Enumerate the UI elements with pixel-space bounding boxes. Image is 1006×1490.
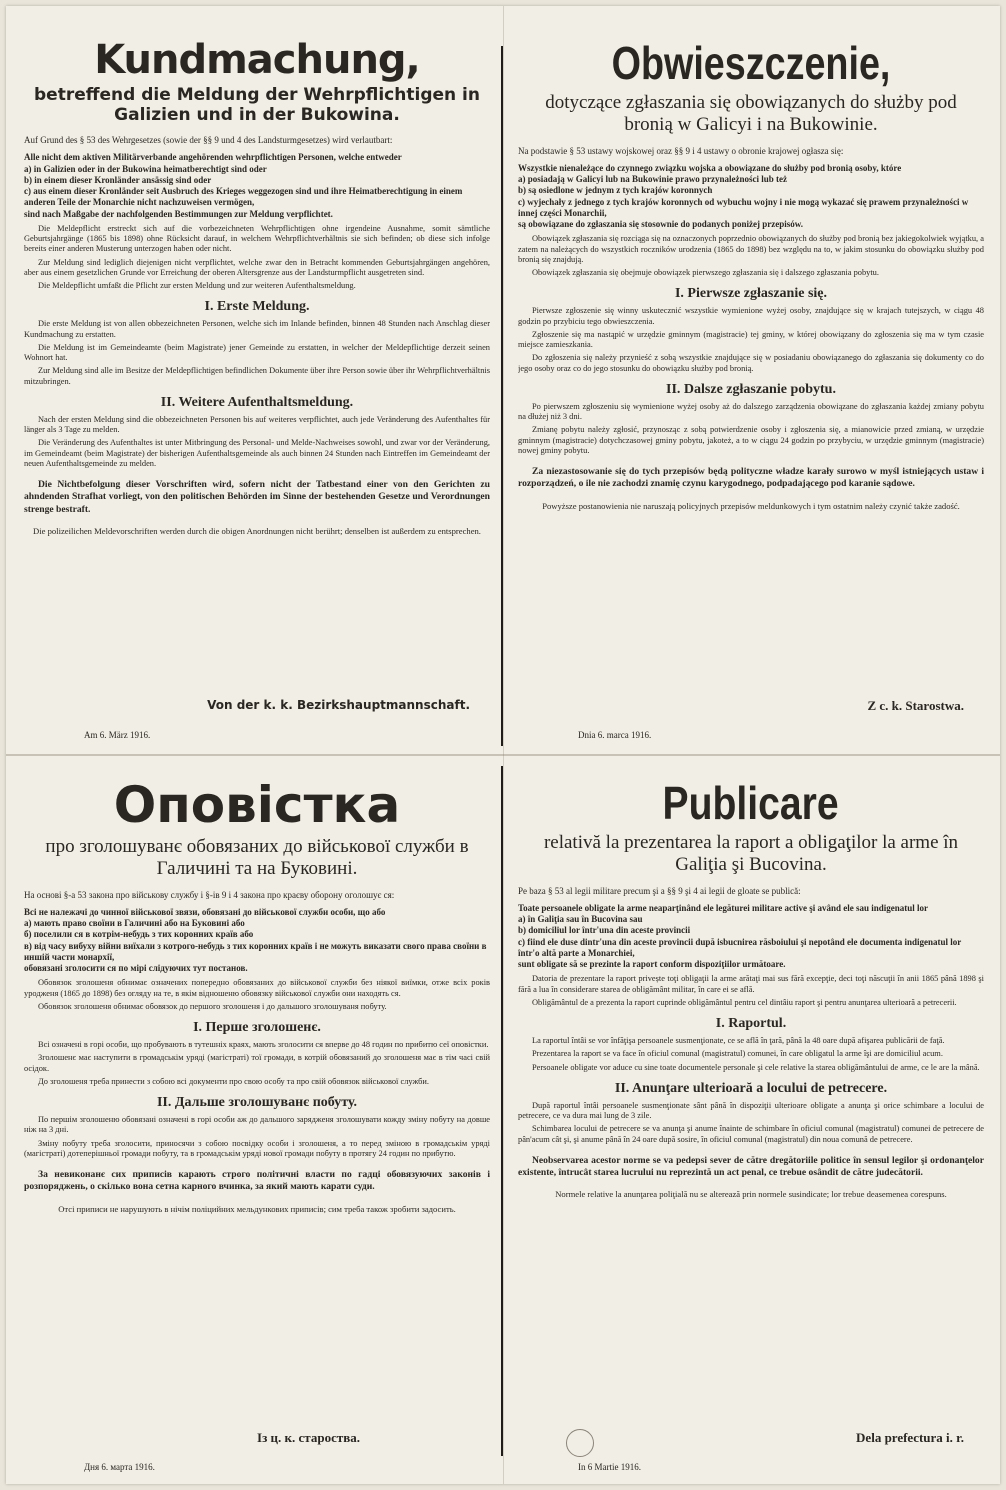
section-heading: II. Weitere Aufenthaltsmeldung.: [160, 394, 354, 410]
section-heading: II. Дальше зголошуванє побуту.: [156, 1095, 358, 1111]
closing-note: Die polizeilichen Meldevorschriften werden durch die obigen Anordnungen nicht berührt; denselben ist außerdem zu entsprechen.: [33, 525, 481, 536]
paragraph: După raportul întâi persoanele susmenţionate sânt până în dispoziţii ulterioare obligate a anunţa şi orice schimbare a locului de petrecere, ce va dura mai lung de 3 zile.: [518, 1100, 984, 1121]
list-item: a) posiadają w Galicyi lub na Bukowinie prawo przynależności lub też: [518, 174, 788, 185]
notice-intro: На основі §-а 53 закона про військову службу і §-ів 9 і 4 закона про краєву оборону оголошує ся:: [24, 889, 395, 900]
penalty-warning: Die Nichtbefolgung dieser Vorschriften wird, sofern nicht der Tatbestand einer von den Gerichten zu ahndenden Strafhat vorliegt, von den politischen Behörden im Sinne der bestehenden Gesetze und Verordnungen strenge bestraft.: [24, 479, 490, 515]
closing-note: Powyższe postanowienia nie naruszają policyjnych przepisów meldunkowych i tym ostatnim należy czynić także zadość.: [542, 500, 960, 511]
stamp-seal: [566, 1429, 594, 1457]
list-item: а) мають право своїни в Галичині або на Буковині або: [24, 918, 245, 929]
notice-date: Дня 6. марта 1916.: [84, 1462, 155, 1472]
notice-subtitle: betreffend die Meldung der Wehrpflichtigen in Galizien und in der Bukowina.: [34, 85, 480, 125]
paragraph: Зміну побуту треба зголосити, приносячи з собою посвідку особи і зголошеня, а то перед зміною в громадськім уряді (магістраті) дотеперішньої громади побуту, та в громадськім уряді нової громади побуту в протягу 24 годин по прибутю.: [24, 1138, 490, 1158]
paragraph: Schimbarea locului de petrecere se va anunţa şi anume înainte de schimbare în oficiul comunal (magistratul) comunei de petrecere de pân'acum cât şi, şi anume până în 24 oare după sosire, în oficiul comunal (magistratul) din noua comună de petrecere.: [518, 1124, 984, 1144]
paragraph: Zgłoszenie się ma nastąpić w urzędzie gminnym (magistracie) tej gminy, w której obowiązany do zgłoszenia się ma w tym czasie miejsce zamieszkania.: [518, 329, 984, 350]
list-item: a) in Galizien oder in der Bukowina heimatberechtigt sind oder: [24, 163, 267, 174]
list-item: są obowiązane do zgłaszania się stosownie do podanych poniżej przepisów.: [518, 219, 804, 230]
paragraph: Die Veränderung des Aufenthaltes ist unter Mitbringung des Personal- und Melde-Nachweises sowohl, und zwar vor der Veränderung, im Gemeindeamt (beim Magistrate) der bisherigen Aufenthaltsgemeinde als auch binnen 24 Stunden nach Eintreffen im Gemeindeamt der neuen Aufenthaltsgemeinde zu melden.: [24, 438, 490, 468]
paragraph: Обовязок зголошеня обнимає обовязок до першого зголошеня і до дальшого зголошуваня побуту.: [38, 1001, 387, 1011]
paragraph: Prezentarea la raport se va face în oficiul comunal (magistratul) comunei, în care obligatul la arme îşi are domiciliul acum.: [532, 1049, 943, 1059]
romanian-notice: [518, 764, 984, 1476]
list-item: c) wyjechały z jednego z tych krajów koronnych od wybuchu wojny i nie mogą wykazać się prawem przynależności w innej części Monarchii,: [518, 196, 969, 218]
paragraph: Nach der ersten Meldung sind die obbezeichneten Personen bis auf weiteres verpflichtet, auch jede Veränderung des Aufenthaltes für länger als 3 Tage zu melden.: [24, 414, 490, 435]
german-notice: [24, 24, 490, 744]
notice-subtitle: про зголошуванє обовязаних до військової служби в Галичині та на Буковині.: [45, 836, 469, 879]
signature: Dela prefectura i. r.: [856, 1430, 964, 1445]
polish-notice: [518, 24, 984, 744]
notice-date: Dnia 6. marca 1916.: [578, 730, 652, 740]
signature: Із ц. к. староства.: [257, 1430, 360, 1445]
list-item: c) fiind ele duse dintr'una din aceste provincii după isbucnirea răsboiului şi nepotând ele documenta indigenatul lor într'o altă parte a Monarchiei,: [518, 936, 962, 958]
obligation-list: [518, 163, 984, 231]
poster-sheet: [6, 6, 1000, 1484]
list-item: Wszystkie nienależące do czynnego związku wojska a obowiązane do służby pod bronią osoby, które: [518, 162, 902, 173]
paragraph: Зголошенє має наступити в громадськім уряді (магістраті) тої громади, в котрій обовязаний до зголошеня має в тім часі свій осідок.: [24, 1053, 490, 1073]
paragraph: La raportul întâi se vor înfăţişa persoanele susmenţionate, ce se află în ţară, până la 48 oare după afişarea publicării de faţă.: [532, 1036, 945, 1046]
list-item: c) aus einem dieser Kronländer seit Ausbruch des Krieges weggezogen sind und ihre Heimatberechtigung in einem anderen Teile der Monarchie nicht nachzuweisen vermögen,: [24, 186, 463, 208]
notice-intro: Auf Grund des § 53 des Wehrgesetzes (sowie der §§ 9 und 4 des Landsturmgesetzes) wird verlautbart:: [24, 135, 393, 146]
list-item: Всі не належачі до чинної військової звязи, обовязані до військової служби особи, що або: [24, 906, 386, 917]
notice-title: Publicare: [662, 777, 840, 829]
notice-intro: Pe baza § 53 al legii militare precum şi a §§ 9 şi 4 ai legii de gloate se publică:: [518, 885, 801, 896]
penalty-warning: Neobservarea acestor norme se va pedepsi sever de către dregătoriile politice în sensul legilor şi ordonanţelor existente, întrucât starea lucrului nu reprezintă un act penal, ce trebue osândit de către judecătorii.: [518, 1154, 984, 1179]
signature: Von der k. k. Bezirkshauptmannschaft.: [207, 698, 470, 712]
paragraph: Pierwsze zgłoszenie się winny uskutecznić wszystkie wymienione wyżej osoby, znajdujące się w krajach tutejszych, w ciągu 48 godzin po przybiciu tego obwieszczenia.: [518, 306, 984, 326]
paragraph: Obowiązek zgłaszania się obejmuje obowiązek pierwszego zgłaszania się i dalszego zgłaszania pobytu.: [532, 268, 879, 278]
paragraph: Die Meldepflicht erstreckt sich auf die vorbezeichneten Wehrpflichtigen ohne irgendeine Ausnahme, somit sämtliche Geburtsjahrgänge (1865 bis 1898) ohne Rücksicht darauf, in welchem Wehrpflichtverhältnis sie sich befinden; ob diese sich infolge bereits einer anderen Musterung unterzogen haben oder nicht.: [24, 223, 490, 254]
section-heading: II. Dalsze zgłaszanie pobytu.: [666, 381, 836, 397]
list-item: a) în Galiţia sau în Bucovina sau: [518, 914, 643, 925]
list-item: в) від часу вибуху війни виїхали з котрого-небудь з тих коронних країв і не можуть виказати свого права своїни в иншій части монархії,: [24, 940, 487, 962]
list-item: sind nach Maßgabe der nachfolgenden Bestimmungen zur Meldung verpflichtet.: [24, 208, 333, 219]
notice-subtitle: relativă la prezentarea la raport a obligaţilor la arme în Galiţia şi Bucovina.: [543, 832, 959, 875]
paragraph: До зголошеня треба принести з собою всі документи про свою особу та про свій обовязок військової служби.: [38, 1076, 429, 1086]
notice-date: Am 6. März 1916.: [84, 730, 151, 740]
penalty-warning: За невиконанє сих приписів карають строго політичні власти по гадці обовязуючих законів і розпоряджень, о скілько вона сетна карного вчинка, за який мають карати суди.: [24, 1169, 490, 1193]
paragraph: Obligământul de a prezenta la raport cuprinde obligământul pentru cel dintâiu raport şi pentru anunţarea ulterioară a petrecerii.: [532, 997, 957, 1007]
obligation-list: [24, 907, 490, 975]
paragraph: Do zgłoszenia się należy przynieść z sobą wszystkie znajdujące się w posiadaniu obowiązanego do zgłaszania się dokumenty co do jego osoby oraz co do jego stosunku do obowiązku służby pod bronią.: [518, 353, 984, 373]
list-item: b) są osiedlone w jednym z tych krajów koronnych: [518, 185, 713, 196]
obligation-list: [518, 903, 984, 971]
paragraph: Datoria de prezentare la raport privește toţi obligaţii la arme arătaţi mai sus fără excepţie, deci toţi născuţii în anii 1865 până 1898 şi fără a lua în considerare starea de obligământ militar, în care ei se află.: [518, 974, 984, 994]
section-heading: II. Anunţare ulterioară a locului de petrecere.: [614, 1080, 888, 1096]
notice-title: Kundmachung,: [94, 37, 420, 83]
penalty-warning: Za niezastosowanie się do tych przepisów będą polityczne władze karały surowo w myśl istniejących ustaw i rozporządzeń, o ile nie zachodzi znamię czynu karygodnego, podpadającego pod karanie sądowe.: [518, 466, 984, 490]
vertical-fold: [503, 6, 504, 1484]
paragraph: Persoanele obligate vor aduce cu sine toate documentele personale şi cele relative la starea obligământului de arme, ce le are la mână.: [532, 1062, 980, 1072]
list-item: б) поселили ся в котрім-небудь з тих коронних країв або: [24, 929, 254, 940]
paragraph: Обовязок зголошеня обнимає означених попередно обовязаних до військової служби без ніякої виїмки, отже всіх років уродженя (1865 до 1898) без огляду на те, в якім відношеню обовязку військової служби они находять ся.: [24, 978, 490, 998]
list-item: sunt obligate să se prezinte la raport conform dispoziţiilor următoare.: [518, 959, 786, 970]
paragraph: Zur Meldung sind lediglich diejenigen nicht verpflichtet, welche zwar den in Betracht kommenden Geburtsjahrgängen angehören, aber aus einem gesetzlichen Grunde vor Erreichung der oberen Altersgrenze aus der Landsturmpflicht ausgetreten sind.: [24, 257, 490, 277]
divider-top: [501, 46, 503, 746]
notice-intro: Na podstawie § 53 ustawy wojskowej oraz §§ 9 i 4 ustawy o obronie krajowej ogłasza się:: [518, 145, 844, 156]
paragraph: Zmianę pobytu należy zgłosić, przynosząc z sobą potwierdzenie osoby i zgłoszenia się, a mianowicie przed zmianą, w urzędzie gminnym (magistracie) dotychczasowej gminy pobytu, jakoteż, a to w ciągu 24 godzin po przybyciu, w urzędzie gminnym (magistracie) nowej gminy pobytu.: [518, 425, 984, 455]
paragraph: Die Meldung ist im Gemeindeamte (beim Magistrate) jener Gemeinde zu erstatten, in welcher der Meldepflichtige derzeit seinen Wohnort hat.: [24, 342, 490, 363]
notice-subtitle: dotyczące zgłaszania się obowiązanych do służby pod bronią w Galicyi i na Bukowinie.: [545, 92, 957, 135]
paragraph: Po pierwszem zgłoszeniu się wymienione wyżej osoby aż do dalszego zarządzenia obowiązane do zgłaszania każdej zmiany pobytu na dłużej niż 3 dni.: [518, 401, 984, 422]
section-heading: I. Raportul.: [715, 1016, 787, 1032]
notice-title: Оповістка: [113, 776, 401, 834]
ukrainian-notice: [24, 764, 490, 1476]
section-heading: I. Перше зголошенє.: [193, 1020, 321, 1036]
closing-note: Normele relative la anunţarea poliţială nu se alterează prin normele susindicate; lor trebue deasemenea corespuns.: [555, 1189, 947, 1200]
paragraph: Zur Meldung sind alle im Besitze der Meldepflichtigen befindlichen Dokumente über ihre Person sowie über ihr Wehrpflichtverhältnis mitzubringen.: [24, 366, 490, 386]
paragraph: По першім зголошеню обовязані означені в горі особи аж до дальшого зарядженя зголошувати кожду зміну побуту на довше ніж на 3 дні.: [24, 1115, 490, 1135]
paragraph: Obowiązek zgłaszania się rozciąga się na oznaczonych poprzednio obowiązanych do służby pod bronią bez jakiegokolwiek wyjątku, a zatem na należących do wszystkich roczników urodzenia (1865 do 1898) bez względu na to, w jakim stosunku do obowiązku służby pod bronią się znajdują.: [518, 234, 984, 264]
section-heading: I. Pierwsze zgłaszanie się.: [674, 286, 827, 302]
list-item: обовязані зголосити ся по мірі слідуючих тут постанов.: [24, 963, 248, 974]
obligation-list: [24, 152, 490, 220]
list-item: b) domiciliul lor într'una din aceste provincii: [518, 925, 691, 936]
divider-bottom: [501, 766, 503, 1456]
paragraph: Всі означені в горі особи, що пробувають в тутешніх краях, мають зголосити ся вперве до 48 годин по прибитю сеї оповістки.: [38, 1040, 489, 1050]
paragraph: Die erste Meldung ist von allen obbezeichneten Personen, welche sich im Inlande befinden, binnen 48 Stunden nach Anschlag dieser Kundmachung zu erstatten.: [24, 319, 490, 339]
notice-date: In 6 Martie 1916.: [578, 1462, 641, 1472]
list-item: Alle nicht dem aktiven Militärverbande angehörenden wehrpflichtigen Personen, welche entweder: [24, 152, 402, 163]
list-item: b) in einem dieser Kronländer ansässig sind oder: [24, 174, 212, 185]
list-item: Toate persoanele obligate la arme neaparţinând ele legăturei militare active şi având ele sau indigenatul lor: [518, 902, 929, 913]
section-heading: I. Erste Meldung.: [204, 299, 310, 315]
closing-note: Отсі приписи не нарушують в нічім поліцийних мельдункових приписів; сим треба також зробити задосить.: [58, 1203, 456, 1214]
paragraph: Die Meldepflicht umfaßt die Pflicht zur ersten Meldung und zur weiteren Aufenthaltsmeldung.: [38, 281, 356, 291]
signature: Z c. k. Starostwa.: [867, 698, 964, 713]
notice-title: Obwieszczenie,: [611, 37, 891, 89]
